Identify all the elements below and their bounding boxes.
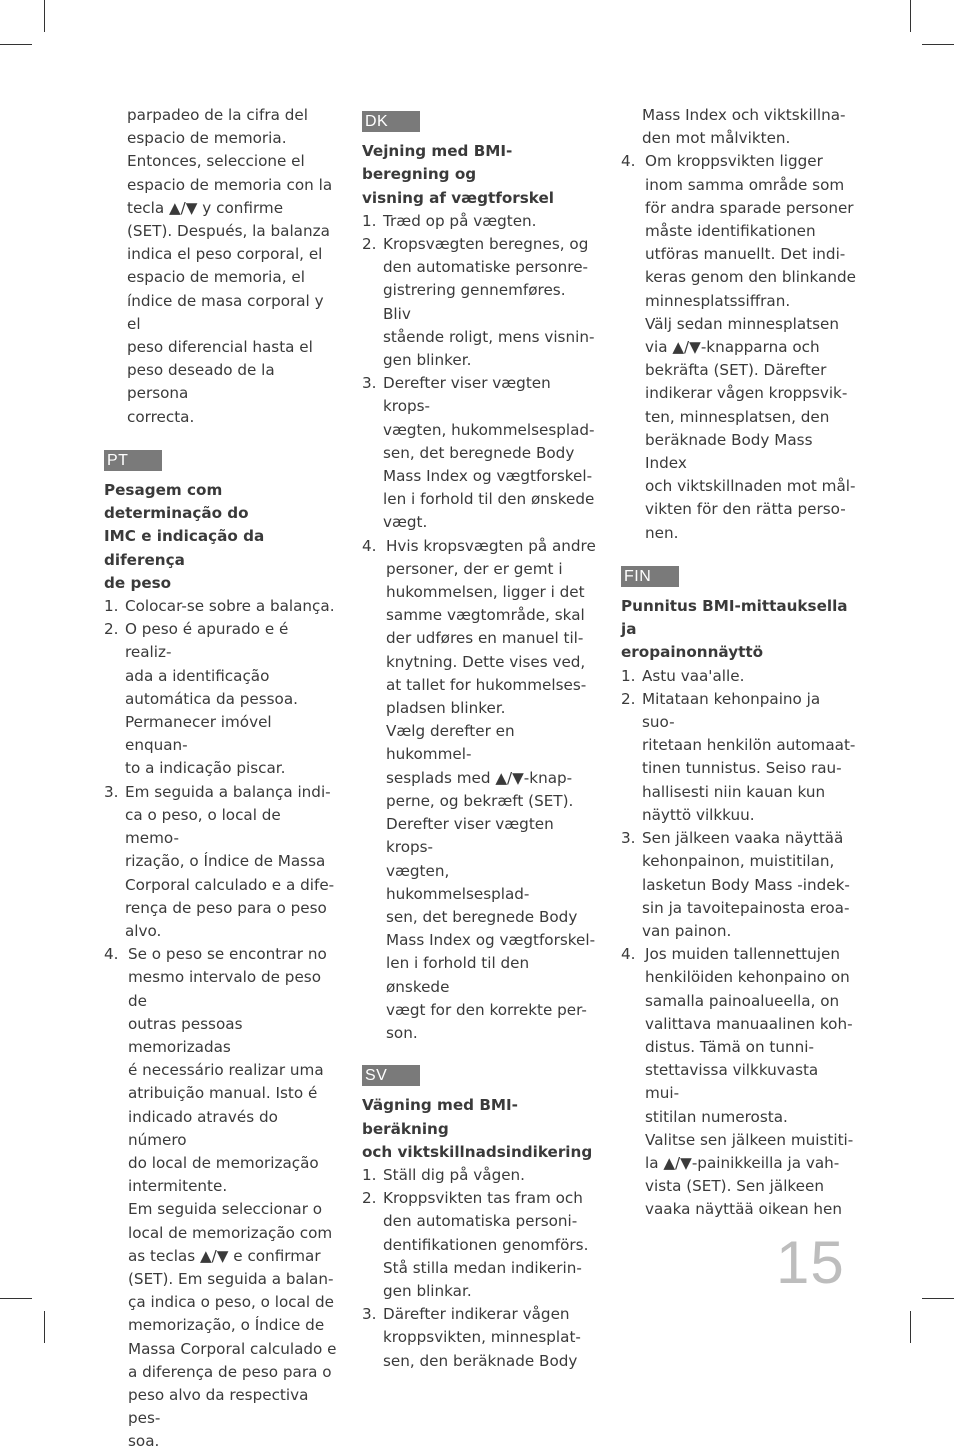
text-line: Entonces, seleccione el — [127, 152, 305, 171]
text-line: intermitente. — [128, 1177, 228, 1196]
list-item — [621, 827, 856, 943]
text-line: för andra sparade personer — [645, 198, 854, 217]
item-number: 1. — [621, 666, 636, 685]
crop-mark — [0, 1298, 32, 1299]
text-line: vikten för den rätta perso- — [645, 500, 846, 519]
text-line: son. — [386, 1023, 418, 1042]
heading-line: Punnitus BMI-mittauksella ja — [621, 597, 848, 639]
text-line: vægt for den korrekte per- — [386, 1000, 587, 1019]
text-line: der udføres en manuel til- — [386, 629, 584, 648]
text-line: sen, det beregnede Body — [383, 443, 575, 462]
text-line: parpadeo de la cifra del — [127, 106, 308, 124]
text-line: Välj sedan minnesplatsen — [645, 314, 839, 333]
language-badge-fin: FIN — [621, 566, 679, 587]
text-line: beräknade Body Mass Index — [645, 430, 813, 473]
text-line: tecla ▲/▼ y confirme — [127, 198, 284, 217]
text-line: indicado através do número — [128, 1107, 278, 1149]
text-line: a diferença de peso para o — [128, 1362, 332, 1381]
text-line: índice de masa corporal y el — [127, 291, 324, 333]
text-line: mesmo intervalo de peso de — [128, 968, 321, 1010]
item-number: 3. — [362, 1305, 377, 1324]
section-heading — [362, 1094, 597, 1164]
text-line: samalla painoalueella, on — [645, 991, 840, 1010]
item-number: 2. — [362, 1189, 377, 1208]
column-3 — [621, 104, 856, 1222]
text-line: perne, og bekræft (SET). — [386, 791, 574, 810]
text-line: stitilan numerosta. — [645, 1107, 788, 1126]
text-line: keras genom den blinkande — [645, 268, 857, 287]
list-item — [362, 233, 597, 372]
text-line: Jos muiden tallennettujen — [645, 945, 840, 964]
text-line: Træd op på vægten. — [383, 211, 537, 230]
list-item — [104, 618, 339, 780]
text-line: Se o peso se encontrar no — [128, 945, 327, 964]
section-heading — [621, 595, 856, 665]
language-badge-pt: PT — [104, 450, 162, 471]
section-heading — [104, 479, 339, 595]
text-line: kroppsvikten, minnesplat- — [383, 1328, 581, 1347]
text-line: Mass Index og vægtforskel- — [386, 931, 596, 950]
text-line: dentifikationen genomförs. — [383, 1235, 589, 1254]
text-line: Astu vaa'alle. — [642, 666, 745, 685]
text-line: espacio de memoria. — [127, 129, 287, 148]
text-line: gen blinkar. — [383, 1281, 472, 1300]
continuation-text — [104, 104, 339, 429]
text-line: van painon. — [642, 921, 732, 940]
list-item — [621, 688, 856, 827]
text-line: Kropsvægten beregnes, og — [383, 235, 589, 254]
text-line: Därefter indikerar vågen — [383, 1305, 570, 1324]
text-line: sesplads med ▲/▼-knap- — [386, 768, 573, 787]
text-line: to a indicação piscar. — [125, 759, 286, 778]
heading-line: Vejning med BMI-beregning og — [362, 142, 513, 184]
text-line: correcta. — [127, 407, 195, 426]
text-line: rização, o Índice de Massa — [125, 852, 326, 871]
text-line: indica el peso corporal, el — [127, 245, 323, 264]
text-line: sen, den beräknade Body — [383, 1351, 578, 1370]
heading-line: de peso — [104, 573, 172, 592]
text-line: ca o peso, o local de memo- — [125, 805, 281, 848]
text-line: sen, det beregnede Body — [386, 907, 578, 926]
text-line: Derefter viser vægten krops- — [383, 374, 551, 416]
text-line: Mass Index og vægtforskel- — [383, 467, 593, 486]
text-line: (SET). Después, la balanza — [127, 222, 330, 241]
item-number: 1. — [104, 597, 119, 616]
item-number: 4. — [104, 945, 119, 964]
text-line: knytning. Dette vises ved, — [386, 652, 586, 671]
text-line: Stå stilla medan indikerin- — [383, 1258, 582, 1277]
page-number: 15 — [776, 1229, 845, 1296]
text-line: Hvis kropsvægten på andre — [386, 536, 596, 555]
language-badge-dk: DK — [362, 111, 420, 132]
crop-mark — [922, 44, 954, 45]
text-line: bekräfta (SET). Därefter — [645, 361, 827, 380]
list-item — [362, 1187, 597, 1303]
text-line: la ▲/▼-painikkeilla ja vah- — [645, 1153, 840, 1172]
text-line: den mot målvikten. — [642, 129, 791, 148]
text-line: Ställ dig på vågen. — [383, 1165, 526, 1184]
text-line: memorização, o Índice de — [128, 1316, 325, 1335]
text-line: vægt. — [383, 513, 428, 532]
text-line: as teclas ▲/▼ e confirmar — [128, 1246, 321, 1265]
text-line: henkilöiden kehonpaino on — [645, 968, 850, 987]
list-item — [362, 535, 597, 1045]
crop-mark — [910, 1311, 911, 1343]
text-line: vista (SET). Sen jälkeen — [645, 1177, 824, 1196]
text-line: vægten, hukommelsesplad- — [386, 861, 530, 903]
list-item — [621, 150, 856, 544]
heading-line: Pesagem com determinação do — [104, 481, 249, 523]
continuation-text — [621, 104, 856, 150]
text-line: atribuição manual. Isto é — [128, 1084, 318, 1103]
text-line: soa. — [128, 1432, 160, 1451]
language-badge-sv: SV — [362, 1065, 420, 1086]
text-line: sin ja tavoitepainosta eroa- — [642, 898, 850, 917]
text-line: Vælg derefter en hukommel- — [386, 722, 515, 764]
column-2 — [362, 110, 597, 1373]
list-item — [621, 943, 856, 1221]
text-line: den automatiske personre- — [383, 258, 589, 277]
text-line: valittava manuaalinen koh- — [645, 1014, 853, 1033]
item-number: 3. — [362, 374, 377, 393]
text-line: Mass Index och viktskillna- — [642, 106, 846, 124]
section-heading — [362, 140, 597, 210]
text-line: Om kroppsvikten ligger — [645, 152, 823, 171]
text-line: do local de memorização — [128, 1153, 319, 1172]
text-line: Sen jälkeen vaaka näyttää — [642, 829, 844, 848]
text-line: stående roligt, mens visnin- — [383, 327, 595, 346]
text-line: Em seguida a balança indi- — [125, 782, 331, 801]
text-line: automática da pessoa. — [125, 689, 298, 708]
text-line: minnesplatssiffran. — [645, 291, 791, 310]
text-line: distus. Tämä on tunni- — [645, 1037, 814, 1056]
text-line: espacio de memoria, el — [127, 268, 305, 287]
list-item — [104, 781, 339, 943]
text-line: lasketun Body Mass -indek- — [642, 875, 850, 894]
text-line: peso diferencial hasta el — [127, 338, 313, 357]
item-number: 1. — [362, 1165, 377, 1184]
item-number: 4. — [621, 945, 636, 964]
text-line: é necessário realizar uma — [128, 1061, 324, 1080]
text-line: peso deseado de la persona — [127, 361, 275, 403]
text-line: Corporal calculado e a dife- — [125, 875, 335, 894]
heading-line: visning af vægtforskel — [362, 188, 554, 207]
item-number: 4. — [362, 536, 377, 555]
heading-line: Vägning med BMI-beräkning — [362, 1096, 518, 1138]
list-item — [362, 1303, 597, 1373]
text-line: samme vægtområde, skal — [386, 606, 585, 625]
text-line: näyttö vilkkuu. — [642, 805, 755, 824]
text-line: måste identifikationen — [645, 222, 816, 241]
text-line: tinen tunnistus. Seiso rau- — [642, 759, 842, 778]
text-line: hallisesti niin kauan kun — [642, 782, 826, 801]
text-line: nen. — [645, 523, 679, 542]
crop-mark — [44, 1311, 45, 1343]
text-line: inom samma område som — [645, 175, 845, 194]
text-line: indikerar vågen kroppsvik- — [645, 384, 848, 403]
text-line: kehonpainon, muistitilan, — [642, 852, 835, 871]
list-item — [621, 665, 856, 688]
text-line: ada a identificação — [125, 666, 270, 685]
text-line: via ▲/▼-knapparna och — [645, 338, 820, 357]
item-number: 4. — [621, 152, 636, 171]
text-line: Mitataan kehonpaino ja suo- — [642, 689, 821, 732]
text-line: peso alvo da respectiva pes- — [128, 1385, 309, 1428]
text-line: ten, minnesplatsen, den — [645, 407, 830, 426]
item-number: 2. — [362, 235, 377, 254]
text-line: local de memorização com — [128, 1223, 333, 1242]
text-line: len i forhold til den ønskede — [383, 490, 595, 509]
text-line: den automatiska personi- — [383, 1212, 578, 1231]
text-line: O peso é apurado e é realiz- — [125, 620, 289, 662]
text-line: Em seguida seleccionar o — [128, 1200, 323, 1219]
text-line: hukommelsen, ligger i det — [386, 583, 585, 602]
text-line: (SET). Em seguida a balan- — [128, 1269, 334, 1288]
text-line: Derefter viser vægten krops- — [386, 815, 554, 857]
text-line: och viktskillnaden mot mål- — [645, 477, 856, 496]
text-line: Valitse sen jälkeen muistiti- — [645, 1130, 854, 1149]
crop-mark — [910, 0, 911, 32]
text-line: Colocar-se sobre a balança. — [125, 597, 335, 616]
crop-mark — [0, 44, 32, 45]
item-number: 3. — [621, 829, 636, 848]
item-number: 3. — [104, 782, 119, 801]
heading-line: eropainonnäyttö — [621, 643, 764, 662]
text-line: Permanecer imóvel enquan- — [125, 713, 272, 755]
text-line: gen blinker. — [383, 351, 472, 370]
heading-line: IMC e indicação da diferença — [104, 527, 265, 569]
heading-line: och viktskillnadsindikering — [362, 1142, 593, 1161]
crop-mark — [44, 0, 45, 32]
text-line: personer, der er gemt i — [386, 559, 563, 578]
text-line: vaaka näyttää oikean hen — [645, 1200, 842, 1219]
text-line: espacio de memoria con la — [127, 175, 333, 194]
list-item — [362, 372, 597, 534]
item-number: 1. — [362, 211, 377, 230]
text-line: at tallet for hukommelses- — [386, 675, 587, 694]
item-number: 2. — [104, 620, 119, 639]
text-line: ritetaan henkilön automaat- — [642, 736, 856, 755]
text-line: len i forhold til den ønskede — [386, 954, 530, 996]
list-item — [104, 943, 339, 1453]
column-1 — [104, 104, 339, 1454]
text-line: gistrering gennemføres. Bliv — [383, 281, 566, 323]
text-line: stettavissa vilkkuvasta mui- — [645, 1061, 819, 1103]
text-line: vægten, hukommelsesplad- — [383, 420, 595, 439]
item-number: 2. — [621, 689, 636, 708]
text-line: Kroppsvikten tas fram och — [383, 1189, 583, 1208]
text-line: ça indica o peso, o local de — [128, 1293, 334, 1312]
text-line: outras pessoas memorizadas — [128, 1014, 243, 1056]
text-line: pladsen blinker. — [386, 699, 506, 718]
text-line: Massa Corporal calculado e — [128, 1339, 337, 1358]
text-line: alvo. — [125, 921, 162, 940]
crop-mark — [922, 1298, 954, 1299]
text-line: rença de peso para o peso — [125, 898, 327, 917]
list-item — [362, 1164, 597, 1187]
text-line: utföras manuellt. Det indi- — [645, 245, 846, 264]
list-item — [362, 210, 597, 233]
list-item — [104, 595, 339, 618]
